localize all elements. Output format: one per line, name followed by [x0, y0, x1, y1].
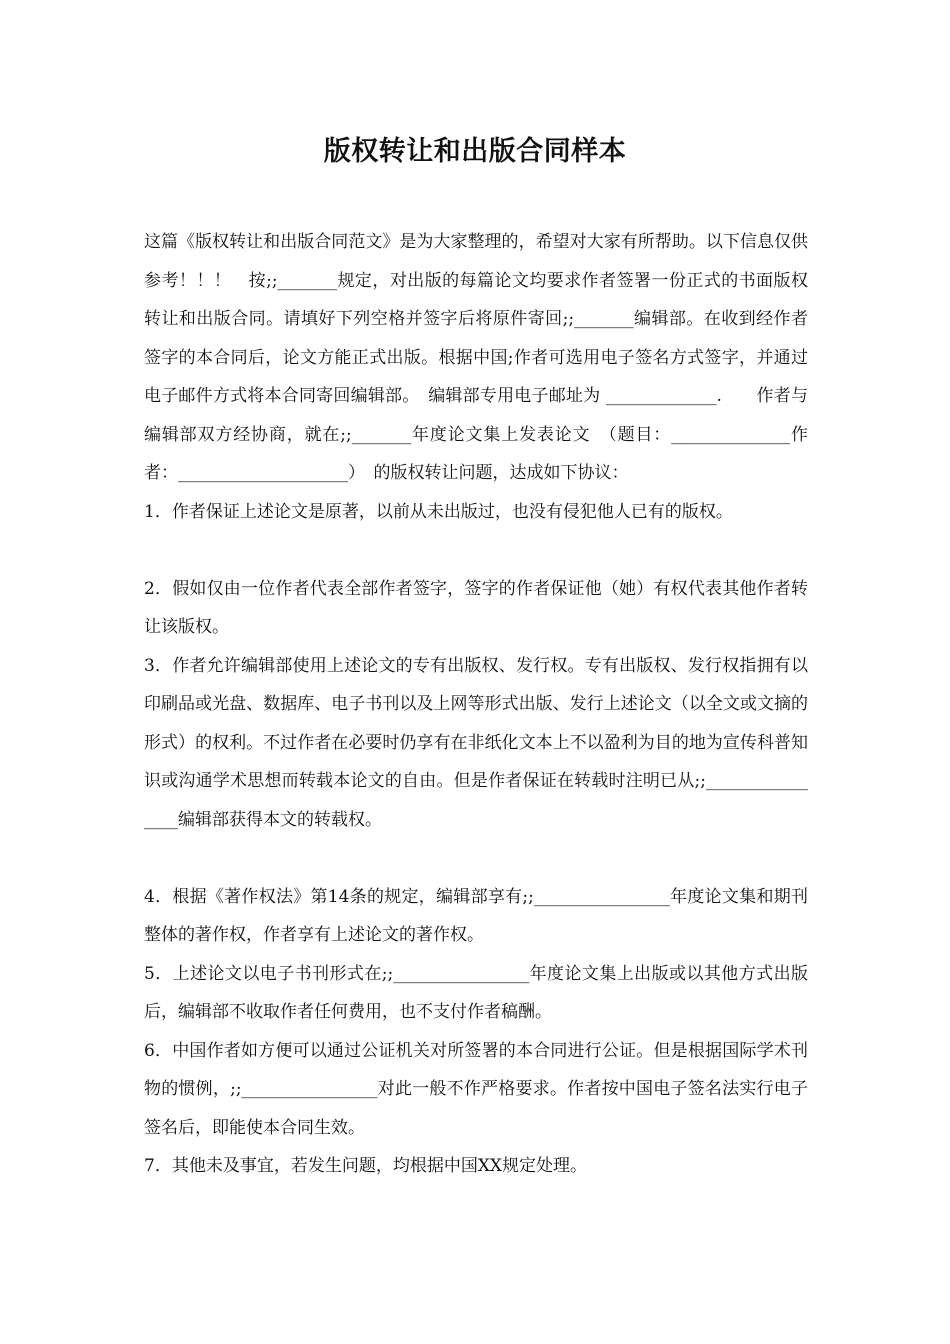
clause-3: 3．作者允许编辑部使用上述论文的专有出版权、发行权。专有出版权、发行权指拥有以印刷品或光盘、数据库、电子书刊以及上网等形式出版、发行上述论文（以全文或文摘的形式）的权利。不过作者在必要时仍享有在非纸化文本上不以盈利为目的地为宣传科普知识或沟通学术思想而转载本论文的自由。但是作者保证在转载时注明已从;;________________编辑部获得本文的转载权。 [144, 655, 808, 830]
clause-4: 4．根据《著作权法》第14条的规定，编辑部享有;;________________年度论文集和期刊整体的著作权，作者享有上述论文的著作权。 [144, 886, 808, 945]
paragraph-spacer [144, 839, 808, 878]
clause-7: 7．其他未及事宜，若发生问题，均根据中国XX规定处理。 [144, 1156, 588, 1176]
clause-1: 1．作者保证上述论文是原著，以前从未出版过，也没有侵犯他人已有的版权。 [144, 501, 733, 522]
clause-2: 2．假如仅由一位作者代表全部作者签字，签字的作者保证他（她）有权代表其他作者转让该版权。 [144, 578, 808, 637]
clause-5: 5．上述论文以电子书刊形式在;;________________年度论文集上出版或以其他方式出版后，编辑部不收取作者任何费用，也不支付作者稿酬。 [144, 963, 808, 1022]
paragraph-spacer [144, 531, 808, 570]
clause-6: 6．中国作者如方便可以通过公证机关对所签署的本合同进行公证。但是根据国际学术刊物的惯例，;;________________对此一般不作严格要求。作者按中国电子签名法实行电子签名后，即能使本合同生效。 [144, 1040, 808, 1138]
intro-paragraph: 这篇《版权转让和出版合同范文》是为大家整理的，希望对大家有所帮助。以下信息仅供参考！！！ 按;;_______规定，对出版的每篇论文均要求作者签署一份正式的书面版权转让和出版合同。请填好下列空格并签字后将原件寄回;;_______编辑部。在收到经作者签字的本合同后，论文方能正式出版。根据中国;作者可选用电子签名方式签字，并通过电子邮件方式将本合同寄回编辑部。 编辑部专用电子邮址为 _____________. 作者与编辑部双方经协商，就在;;_______年度论文集上发表论文 （题目：______________作者：____________________） 的版权转让问题，达成如下协议： [144, 232, 808, 483]
document-body [144, 223, 808, 1186]
document-title: 版权转让和出版合同样本 [323, 136, 627, 167]
